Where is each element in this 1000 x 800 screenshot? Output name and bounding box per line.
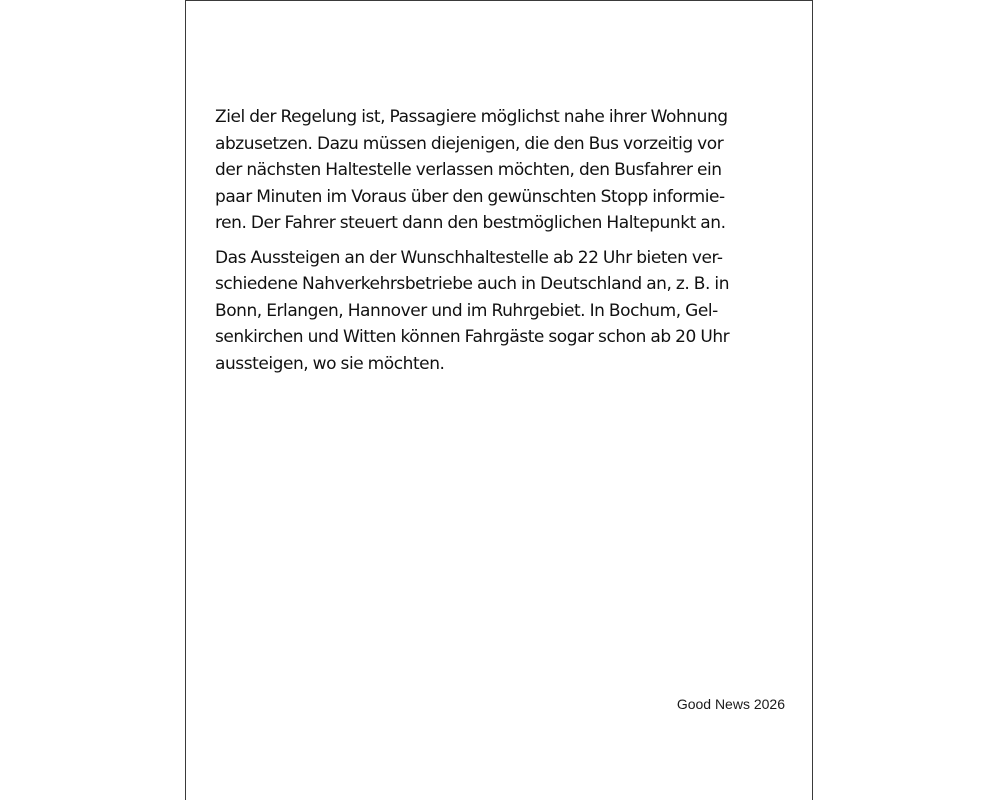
paragraph-2 bbox=[215, 245, 780, 378]
text-line: schiedene Nahverkehrsbetriebe auch in Deutschland an, z. B. in bbox=[215, 274, 730, 294]
page-footer: Good News 2026 bbox=[676, 696, 785, 712]
text-line: Das Aussteigen an der Wunschhaltestelle ab 22 Uhr bieten ver- bbox=[215, 247, 723, 268]
text-line: der nächsten Haltestelle verlassen möchten, den Busfahrer ein bbox=[215, 160, 722, 180]
text-line: senkirchen und Witten können Fahrgäste sogar schon ab 20 Uhr bbox=[215, 327, 730, 347]
document-page bbox=[185, 0, 813, 800]
text-line: paar Minuten im Voraus über den gewünschten Stopp informie- bbox=[215, 186, 725, 207]
text-line: ren. Der Fahrer steuert dann den bestmöglichen Haltepunkt an. bbox=[215, 213, 726, 233]
text-line: abzusetzen. Dazu müssen diejenigen, die den Bus vorzeitig vor bbox=[215, 133, 724, 154]
paragraph-1 bbox=[215, 104, 780, 237]
text-line: Bonn, Erlangen, Hannover und im Ruhrgebiet. In Bochum, Gel- bbox=[215, 300, 718, 321]
text-line: Ziel der Regelung ist, Passagiere möglichst nahe ihrer Wohnung bbox=[215, 107, 728, 127]
body-text bbox=[215, 104, 780, 385]
text-line: aussteigen, wo sie möchten. bbox=[215, 353, 445, 374]
